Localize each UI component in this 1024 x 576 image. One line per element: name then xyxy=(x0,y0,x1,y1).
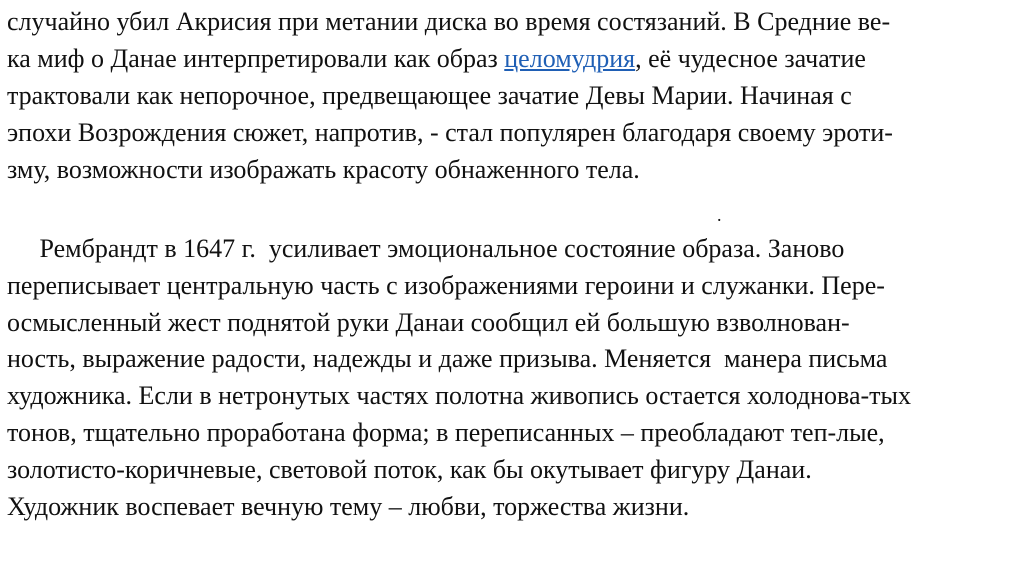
paragraph2-line4: ность, выражение радости, надежды и даже призыва. Меняется манера письма xyxy=(7,344,888,373)
paragraph2-line5: художника. Если в нетронутых частях полотна живопись остается холоднова-тых xyxy=(7,381,911,410)
paragraph2-line6: тонов, тщательно проработана форма; в переписанных – преобладают теп-лые, xyxy=(7,418,885,447)
paragraph1-line1: случайно убил Акрисия при метании диска во время состязаний. В Средние ве- xyxy=(7,7,891,36)
separator-dot: . xyxy=(717,205,722,225)
paragraph1-line5: зму, возможности изображать красоту обнаженного тела. xyxy=(7,155,640,184)
paragraph2-line2: переписывает центральную часть с изображениями героини и служанки. Пере- xyxy=(7,271,885,300)
paragraph2-line8: Художник воспевает вечную тему – любви, торжества жизни. xyxy=(7,492,690,521)
paragraph2-line3: осмысленный жест поднятой руки Данаи сообщил ей большую взволнован- xyxy=(7,308,850,337)
paragraph2-line7: золотисто-коричневые, световой поток, как бы окутывает фигуру Данаи. xyxy=(7,455,812,484)
paragraph1-line2-text-after: , её чудесное зачатие xyxy=(635,44,866,73)
paragraph1-line4: эпохи Возрождения сюжет, напротив, - стал популярен благодаря своему эроти- xyxy=(7,118,893,147)
paragraph1-line2-text-before: ка миф о Данае интерпретировали как образ xyxy=(7,44,505,73)
paragraph2-line1: Рембрандт в 1647 г. усиливает эмоциональное состояние образа. Заново xyxy=(7,234,845,263)
paragraph1-line2 xyxy=(7,43,866,75)
chastity-link[interactable]: целомудрия xyxy=(504,44,636,73)
paragraph1-line3: трактовали как непорочное, предвещающее зачатие Девы Марии. Начиная с xyxy=(7,81,852,110)
